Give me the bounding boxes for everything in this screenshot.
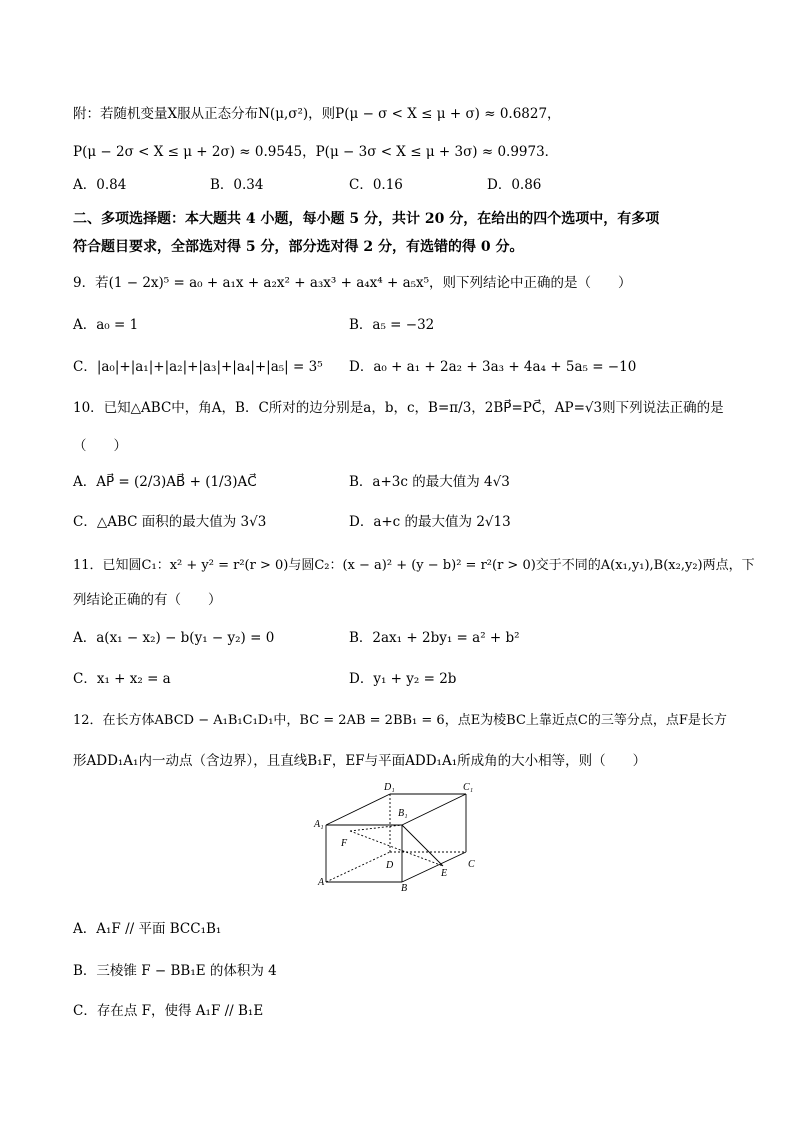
q10-stem-2: （ ）: [73, 438, 127, 454]
q9-stem: 9．若(1 − 2x)⁵ = a₀ + a₁x + a₂x² + a₃x³ + a₄x⁴ + a₅x⁵，则下列结论中正确的是（ ）: [73, 275, 632, 291]
q10-option-c: C．△ABC 面积的最大值为 3√3: [73, 514, 267, 530]
q10-option-b: B．a+3c 的最大值为 4√3: [349, 474, 510, 490]
q10-stem-1: 10．已知△ABC中，角A，B．C所对的边分别是a，b，c，B=π/3，2BP⃗=PC⃗，AP=√3则下列说法正确的是: [73, 400, 724, 416]
label-a1: A₁: [314, 819, 324, 830]
q12-option-b: B．三棱锥 F − BB₁E 的体积为 4: [73, 963, 277, 979]
q12-stem-1: 12．在长方体ABCD − A₁B₁C₁D₁中，BC = 2AB = 2BB₁ = 6，点E为棱BC上靠近点C的三等分点，点F是长方: [73, 713, 727, 728]
q11-stem-2: 列结论正确的有（ ）: [73, 592, 222, 608]
section2-heading-2: 符合题目要求，全部选对得 5 分，部分选对得 2 分，有选错的得 0 分。: [73, 239, 524, 255]
q8-option-d: D．0.86: [487, 177, 542, 193]
appendix-line-2: P(μ − 2σ < X ≤ μ + 2σ) ≈ 0.9545，P(μ − 3σ < X ≤ μ + 3σ) ≈ 0.9973．: [73, 144, 559, 160]
section2-heading-1: 二、多项选择题：本大题共 4 小题，每小题 5 分，共计 20 分，在给出的四个选项中，有多项: [73, 211, 660, 227]
q11-stem-1: 11．已知圆C₁：x² + y² = r²(r > 0)与圆C₂：(x − a)² + (y − b)² = r²(r > 0)交于不同的A(x₁,y₁),B(x₂,y₂)两点，下: [73, 558, 755, 573]
label-f: F: [341, 838, 348, 849]
q9-option-a: A．a₀ = 1: [73, 317, 139, 333]
q11-option-b: B．2ax₁ + 2by₁ = a² + b²: [349, 630, 520, 646]
label-d: D: [386, 860, 394, 871]
label-b: B: [401, 883, 408, 894]
q9-option-d: D．a₀ + a₁ + 2a₂ + 3a₃ + 4a₄ + 5a₅ = −10: [349, 359, 637, 375]
q12-option-a: A．A₁F // 平面 BCC₁B₁: [73, 921, 222, 937]
label-b1: B₁: [398, 808, 408, 819]
q8-option-c: C．0.16: [349, 177, 403, 193]
q9-option-b: B．a₅ = −32: [349, 317, 435, 333]
q11-option-a: A．a(x₁ − x₂) − b(y₁ − y₂) = 0: [73, 630, 275, 646]
label-e: E: [441, 868, 448, 879]
q8-option-a: A．0.84: [73, 177, 127, 193]
label-c1: C₁: [463, 782, 474, 793]
q12-stem-2: 形ADD₁A₁内一动点（含边界），且直线B₁F，EF与平面ADD₁A₁所成角的大小相等，则（ ）: [73, 753, 647, 769]
q9-option-c: C．|a₀|+|a₁|+|a₂|+|a₃|+|a₄|+|a₅| = 3⁵: [73, 359, 323, 375]
appendix-line-1: 附：若随机变量X服从正态分布N(μ,σ²)，则P(μ − σ < X ≤ μ + σ) ≈ 0.6827，: [73, 106, 561, 122]
q10-option-a: A．AP⃗ = (2/3)AB⃗ + (1/3)AC⃗: [73, 474, 257, 490]
label-c: C: [468, 859, 475, 870]
q12-option-c: C．存在点 F，使得 A₁F // B₁E: [73, 1003, 264, 1019]
q10-option-d: D．a+c 的最大值为 2√13: [349, 514, 511, 530]
q8-option-b: B．0.34: [210, 177, 264, 193]
label-d1: D₁: [384, 782, 395, 793]
cuboid-figure: [306, 778, 486, 894]
label-a: A: [318, 877, 325, 888]
q11-option-c: C．x₁ + x₂ = a: [73, 671, 171, 687]
q11-option-d: D．y₁ + y₂ = 2b: [349, 671, 457, 687]
